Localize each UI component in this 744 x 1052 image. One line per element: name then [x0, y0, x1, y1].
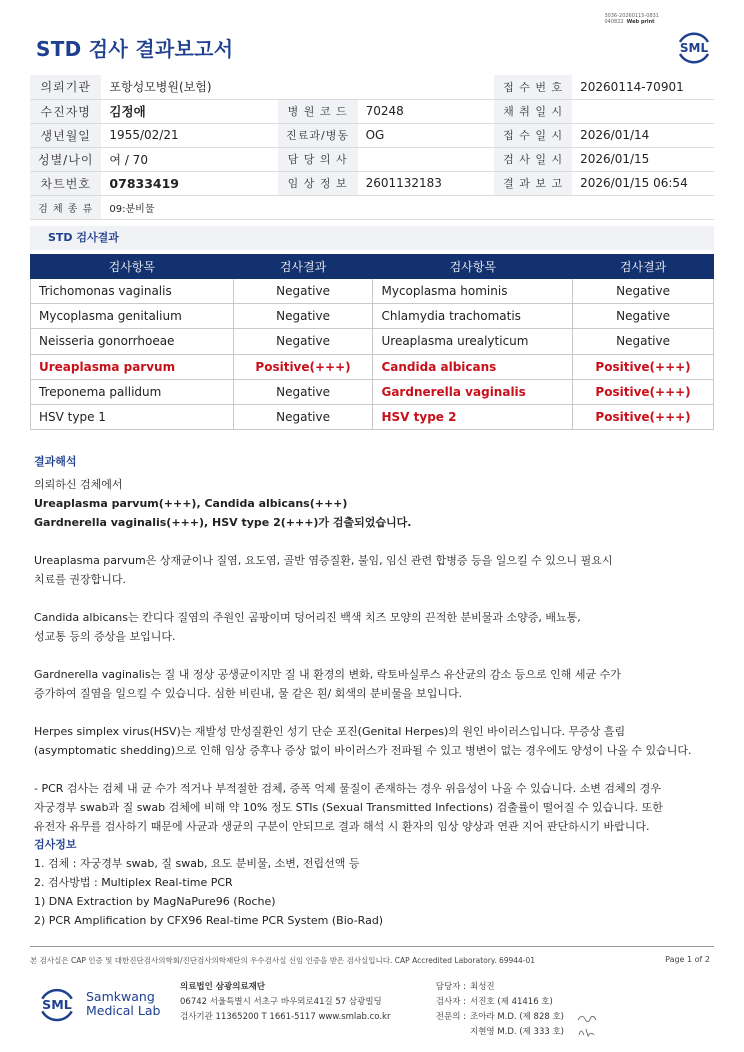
info-label: 담 당 의 사 [278, 147, 358, 171]
info-label: 접 수 번 호 [494, 75, 572, 99]
test-result: Negative [233, 404, 373, 429]
info-label: 병 원 코 드 [278, 99, 358, 123]
staff-name: 지현영 M.D. (제 333 호) [470, 1027, 565, 1037]
interpretation-line: Ureaplasma parvum(+++), Candida albicans(+++) [34, 497, 348, 510]
test-info-line: 1. 검체 : 자궁경부 swab, 질 swab, 요도 분비물, 소변, 전립선액 등 [34, 857, 360, 870]
test-result: Negative [573, 329, 714, 354]
info-label: 진료과/병동 [278, 123, 358, 147]
staff-row [428, 1025, 564, 1040]
test-item: Neisseria gonorrhoeae [31, 329, 234, 354]
staff-row [428, 980, 564, 995]
interpretation-line: Ureaplasma parvum은 상재균이나 질염, 요도염, 골반 염증질환, 불임, 임신 관련 합병증 등을 일으킬 수 있으니 필요시 [34, 554, 613, 567]
results-header-cell: 검사결과 [573, 255, 714, 279]
test-result: Negative [573, 279, 714, 304]
org-address: 06742 서울특별시 서초구 바우뫼로41길 57 삼광빌딩 [180, 997, 382, 1007]
test-result: Negative [233, 329, 373, 354]
patient-info-table [30, 75, 714, 220]
staff-role: 검사자 : [435, 997, 466, 1007]
test-item: Mycoplasma hominis [373, 279, 573, 304]
info-value: 2026/01/15 06:54 [572, 171, 714, 195]
results-section-title: STD 검사결과 [30, 226, 714, 250]
info-label: 결 과 보 고 [494, 171, 572, 195]
test-result: Negative [233, 279, 373, 304]
web-print-label: Web print [626, 19, 655, 25]
results-header-cell: 검사항목 [31, 255, 234, 279]
footer-brand [36, 983, 160, 1025]
info-value [358, 147, 495, 171]
info-value: 20260114-70901 [572, 75, 714, 99]
test-item: Mycoplasma genitalium [31, 304, 234, 329]
accreditation-note: 본 검사실은 CAP 인증 및 대한진단검사의학회/진단검사의학재단의 우수검사실 신임 인증을 받은 검사실입니다. CAP Accredited Laboratory. 69944-01 [30, 956, 536, 965]
interpretation-line: 의뢰하신 검체에서 [34, 478, 123, 491]
test-result: Negative [573, 304, 714, 329]
table-row [31, 304, 714, 329]
test-info-line: 2. 검사방법 : Multiplex Real-time PCR [34, 876, 233, 889]
results-header-cell: 검사항목 [373, 255, 573, 279]
document-code [604, 13, 659, 25]
info-value [572, 99, 714, 123]
org-name: 의료법인 삼광의료재단 [180, 982, 266, 992]
signature-1-icon [576, 1011, 598, 1025]
info-value: 09:분비물 [101, 195, 714, 219]
brand-line-1: Samkwang [86, 989, 155, 1004]
interpretation-line: - PCR 검사는 검체 내 균 수가 적거나 부적절한 검체, 증폭 억제 물질이 존재하는 경우 위음성이 나올 수 있습니다. 소변 검체의 경우 [34, 782, 662, 795]
table-row [31, 404, 714, 429]
info-value: 2601132183 [358, 171, 495, 195]
info-row [30, 147, 714, 171]
interpretation-line: Gardnerella vaginalis는 질 내 정상 공생균이지만 질 내 환경의 변화, 락토바실루스 유산균의 감소 등으로 인해 세균 수가 [34, 668, 621, 681]
test-item: Treponema pallidum [31, 379, 234, 404]
table-row [31, 354, 714, 379]
brand-line-2: Medical Lab [86, 1003, 161, 1018]
staff-role: 전문의 : [435, 1012, 466, 1022]
footer-divider [30, 946, 714, 947]
std-results-table [30, 254, 714, 430]
test-item: Gardnerella vaginalis [373, 379, 573, 404]
test-result: Positive(+++) [233, 354, 373, 379]
info-row [30, 99, 714, 123]
info-label: 의뢰기관 [30, 75, 101, 99]
staff-name: 조아라 M.D. (제 828 호) [470, 1012, 565, 1022]
test-result: Positive(+++) [573, 354, 714, 379]
interpretation-line: Gardnerella vaginalis(+++), HSV type 2(+++)가 검출되었습니다. [34, 516, 412, 529]
test-info-line: 1) DNA Extraction by MagNaPure96 (Roche) [34, 895, 276, 908]
info-label: 검 사 일 시 [494, 147, 572, 171]
test-result: Negative [233, 379, 373, 404]
table-row [31, 379, 714, 404]
info-value: 70248 [358, 99, 495, 123]
test-info-section [34, 835, 724, 930]
info-row [30, 171, 714, 195]
table-row [31, 329, 714, 354]
info-value: 2026/01/14 [572, 123, 714, 147]
interpretation-line: 유전자 유무를 검사하기 때문에 사균과 생균의 구분이 안되므로 결과 해석 시 환자의 임상 양상과 연관 지어 판단하시기 바랍니다. [34, 820, 650, 833]
info-value: 김정애 [101, 99, 277, 123]
staff-signatures [428, 980, 564, 1040]
test-info-heading: 검사정보 [34, 838, 77, 851]
interpretation-line: 자궁경부 swab과 질 swab 검체에 비해 약 10% 정도 STIs (Sexual Transmitted Infections) 검출률이 떨어질 수 있습니다. 또한 [34, 801, 663, 814]
results-header-cell: 검사결과 [233, 255, 373, 279]
interpretation-line: Herpes simplex virus(HSV)는 재발성 만성질환인 성기 단순 포진(Genital Herpes)의 원인 바이러스입니다. 무증상 흘림 [34, 725, 626, 738]
info-label: 임 상 정 보 [278, 171, 358, 195]
info-value: 1955/02/21 [101, 123, 277, 147]
org-contact: 검사기관 11365200 T 1661-5117 www.smlab.co.kr [180, 1012, 391, 1022]
info-label: 성별/나이 [30, 147, 101, 171]
sml-footer-logo-icon [36, 983, 78, 1025]
info-value: 07833419 [101, 171, 277, 195]
staff-row [428, 995, 564, 1010]
svg-text:SML: SML [42, 997, 72, 1013]
sml-logo-icon [674, 27, 714, 67]
test-item: Chlamydia trachomatis [373, 304, 573, 329]
test-item: HSV type 2 [373, 404, 573, 429]
staff-role: 담당자 : [435, 982, 466, 992]
sml-logo-text: SML [679, 41, 709, 55]
info-label: 검 체 종 류 [30, 195, 101, 219]
interpretation-line: (asymptomatic shedding)으로 인해 임상 증후나 증상 없이 바이러스가 전파될 수 있고 병변이 없는 경우에도 양성이 나올 수 있습니다. [34, 744, 692, 757]
doc-code-line-2: 040822 [604, 19, 624, 25]
info-label: 접 수 일 시 [494, 123, 572, 147]
table-row [31, 279, 714, 304]
info-value: 포항성모병원(보험) [101, 75, 494, 99]
info-value: 여 / 70 [101, 147, 277, 171]
test-result: Positive(+++) [573, 404, 714, 429]
interpretation-section [34, 452, 724, 836]
test-result: Positive(+++) [573, 379, 714, 404]
staff-row [428, 1010, 564, 1025]
interpretation-line: Candida albicans는 칸디다 질염의 주원인 곰팡이며 덩어리진 백색 치즈 모양의 끈적한 분비물과 소양증, 배뇨통, [34, 611, 581, 624]
info-label: 차트번호 [30, 171, 101, 195]
interpretation-heading: 결과해석 [34, 455, 77, 468]
interpretation-line: 치료를 권장합니다. [34, 573, 127, 586]
staff-name: 서진호 (제 41416 호) [470, 997, 553, 1007]
test-item: Candida albicans [373, 354, 573, 379]
test-info-line: 2) PCR Amplification by CFX96 Real-time PCR System (Bio-Rad) [34, 914, 384, 927]
info-label: 생년월일 [30, 123, 101, 147]
page-number: Page 1 of 2 [665, 955, 710, 964]
signature-2-icon [576, 1025, 598, 1039]
info-row [30, 195, 714, 219]
info-label: 수진자명 [30, 99, 101, 123]
report-title: STD 검사 결과보고서 [36, 37, 234, 61]
info-value: OG [358, 123, 495, 147]
test-item: Ureaplasma parvum [31, 354, 234, 379]
staff-role [428, 1025, 466, 1040]
info-row [30, 75, 714, 99]
test-item: Ureaplasma urealyticum [373, 329, 573, 354]
test-result: Negative [233, 304, 373, 329]
test-item: HSV type 1 [31, 404, 234, 429]
info-value: 2026/01/15 [572, 147, 714, 171]
interpretation-line: 증가하여 질염을 일으킬 수 있습니다. 심한 비린내, 물 같은 흰/ 회색의 분비물을 보입니다. [34, 687, 463, 700]
info-label: 채 취 일 시 [494, 99, 572, 123]
organization-info [180, 980, 390, 1025]
staff-name: 최성진 [470, 982, 495, 992]
doc-code-line-1: 3036-20260115-0831 [604, 13, 659, 19]
test-item: Trichomonas vaginalis [31, 279, 234, 304]
info-row [30, 123, 714, 147]
interpretation-line: 성교통 등의 증상을 보입니다. [34, 630, 176, 643]
